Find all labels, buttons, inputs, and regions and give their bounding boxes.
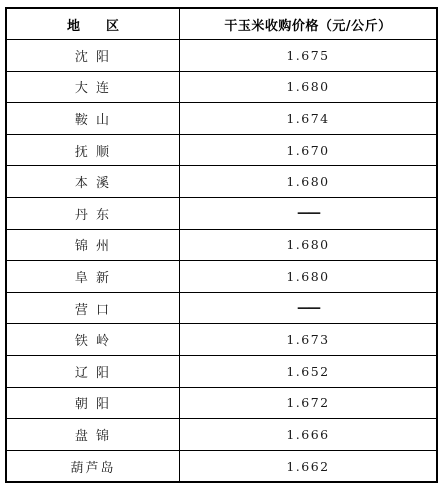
region-cell: 鞍 山 — [7, 103, 180, 135]
table-row — [7, 261, 437, 293]
price-column-header: 干玉米收购价格（元/公斤） — [180, 9, 437, 40]
table-row — [7, 229, 437, 261]
price-cell: 1.672 — [180, 387, 437, 419]
region-cell: 辽 阳 — [7, 355, 180, 387]
region-cell: 本 溪 — [7, 166, 180, 198]
price-cell-no-data: —— — [180, 197, 437, 229]
region-cell: 葫芦岛 — [7, 450, 180, 482]
table-row — [7, 71, 437, 103]
price-cell: 1.666 — [180, 419, 437, 451]
region-cell: 抚 顺 — [7, 134, 180, 166]
region-column-header: 地区 — [7, 9, 180, 40]
table-body — [7, 40, 437, 482]
region-cell: 铁 岭 — [7, 324, 180, 356]
price-cell: 1.675 — [180, 40, 437, 72]
region-cell: 阜 新 — [7, 261, 180, 293]
table-row — [7, 387, 437, 419]
header-row — [7, 9, 437, 40]
corn-price-table — [6, 8, 437, 482]
table-row — [7, 292, 437, 324]
price-cell: 1.680 — [180, 71, 437, 103]
table-row — [7, 197, 437, 229]
price-cell: 1.673 — [180, 324, 437, 356]
price-cell: 1.662 — [180, 450, 437, 482]
price-cell: 1.652 — [180, 355, 437, 387]
price-cell: 1.670 — [180, 134, 437, 166]
table-row — [7, 103, 437, 135]
table-header — [7, 9, 437, 40]
region-cell: 大 连 — [7, 71, 180, 103]
price-cell: 1.680 — [180, 229, 437, 261]
table-row — [7, 40, 437, 72]
price-cell-no-data: —— — [180, 292, 437, 324]
price-cell: 1.680 — [180, 261, 437, 293]
table-row — [7, 355, 437, 387]
table-row — [7, 419, 437, 451]
region-cell: 沈 阳 — [7, 40, 180, 72]
region-cell: 盘 锦 — [7, 419, 180, 451]
price-cell: 1.680 — [180, 166, 437, 198]
region-cell: 营 口 — [7, 292, 180, 324]
region-cell: 锦 州 — [7, 229, 180, 261]
table-row — [7, 450, 437, 482]
table-row — [7, 324, 437, 356]
table-row — [7, 166, 437, 198]
price-cell: 1.674 — [180, 103, 437, 135]
region-cell: 丹 东 — [7, 197, 180, 229]
region-cell: 朝 阳 — [7, 387, 180, 419]
table-row — [7, 134, 437, 166]
